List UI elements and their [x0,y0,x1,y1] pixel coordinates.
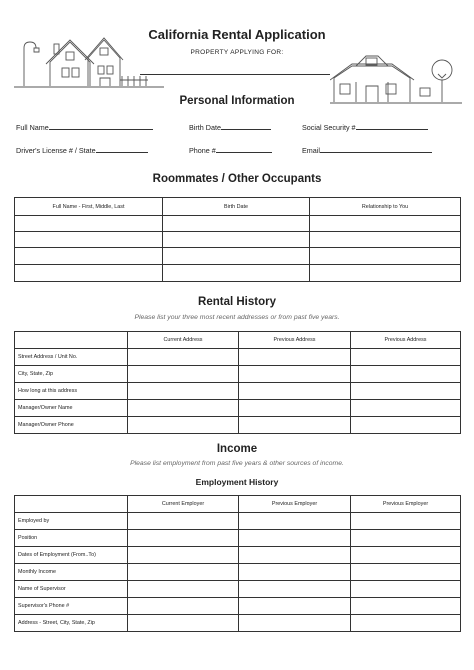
roommates-table [14,197,461,282]
income-heading: Income [216,443,258,455]
license-label: Driver's License # / State [16,146,96,155]
rental-subheading: Please list your three most recent addresses or from past five years. [134,314,340,321]
rental-heading: Rental History [198,296,276,308]
ssn-field[interactable] [302,122,428,132]
row-label: Supervisor's Phone # [15,598,128,615]
table-row [15,265,461,282]
personal-heading: Personal Information [179,95,295,107]
table-row [15,598,461,615]
employment-col-previous-1: Previous Employer [239,496,351,513]
table-row [15,564,461,581]
full-name-field[interactable] [16,122,153,132]
table-row [15,400,461,417]
row-label: How long at this address [15,383,128,400]
table-row [15,513,461,530]
table-row [15,383,461,400]
rental-col-previous-2: Previous Address [351,332,461,349]
birth-date-label: Birth Date [189,123,221,132]
property-field[interactable] [140,74,330,75]
row-label: Street Address / Unit No. [15,349,128,366]
roommates-col-relationship: Relationship to You [310,198,461,216]
row-label: Name of Supervisor [15,581,128,598]
employment-col-previous-2: Previous Employer [351,496,461,513]
rental-col-previous-1: Previous Address [239,332,351,349]
roommates-col-birth: Birth Date [163,198,310,216]
email-label: Email [302,146,320,155]
table-row [15,248,461,265]
email-field[interactable] [302,145,432,155]
birth-date-field[interactable] [189,122,271,132]
employment-col-current: Current Employer [128,496,239,513]
row-label: Dates of Employment (From..To) [15,547,128,564]
phone-field[interactable] [189,145,272,155]
table-row [15,581,461,598]
table-row [15,615,461,632]
table-row [15,417,461,434]
row-label: Address - Street, City, State, Zip [15,615,128,632]
roommates-col-name: Full Name - First, Middle, Last [15,198,163,216]
row-label: Position [15,530,128,547]
table-row [15,547,461,564]
table-row [15,232,461,248]
income-subheading: Please list employment from past five years & other sources of income. [130,460,344,467]
full-name-label: Full Name [16,123,49,132]
rental-table [14,331,461,434]
phone-label: Phone # [189,146,216,155]
rental-col-current: Current Address [128,332,239,349]
property-label: PROPERTY APPLYING FOR: [190,49,284,56]
employment-heading: Employment History [195,477,279,487]
row-label: Manager/Owner Name [15,400,128,417]
row-label: City, State, Zip [15,366,128,383]
table-row [15,216,461,232]
employment-table [14,495,461,632]
row-label: Monthly Income [15,564,128,581]
row-label: Employed by [15,513,128,530]
table-row [15,530,461,547]
form-title: California Rental Application [148,27,326,42]
table-row [15,349,461,366]
license-field[interactable] [16,145,148,155]
ssn-label: Social Security # [302,123,356,132]
row-label: Manager/Owner Phone [15,417,128,434]
table-row [15,366,461,383]
roommates-heading: Roommates / Other Occupants [152,173,322,185]
